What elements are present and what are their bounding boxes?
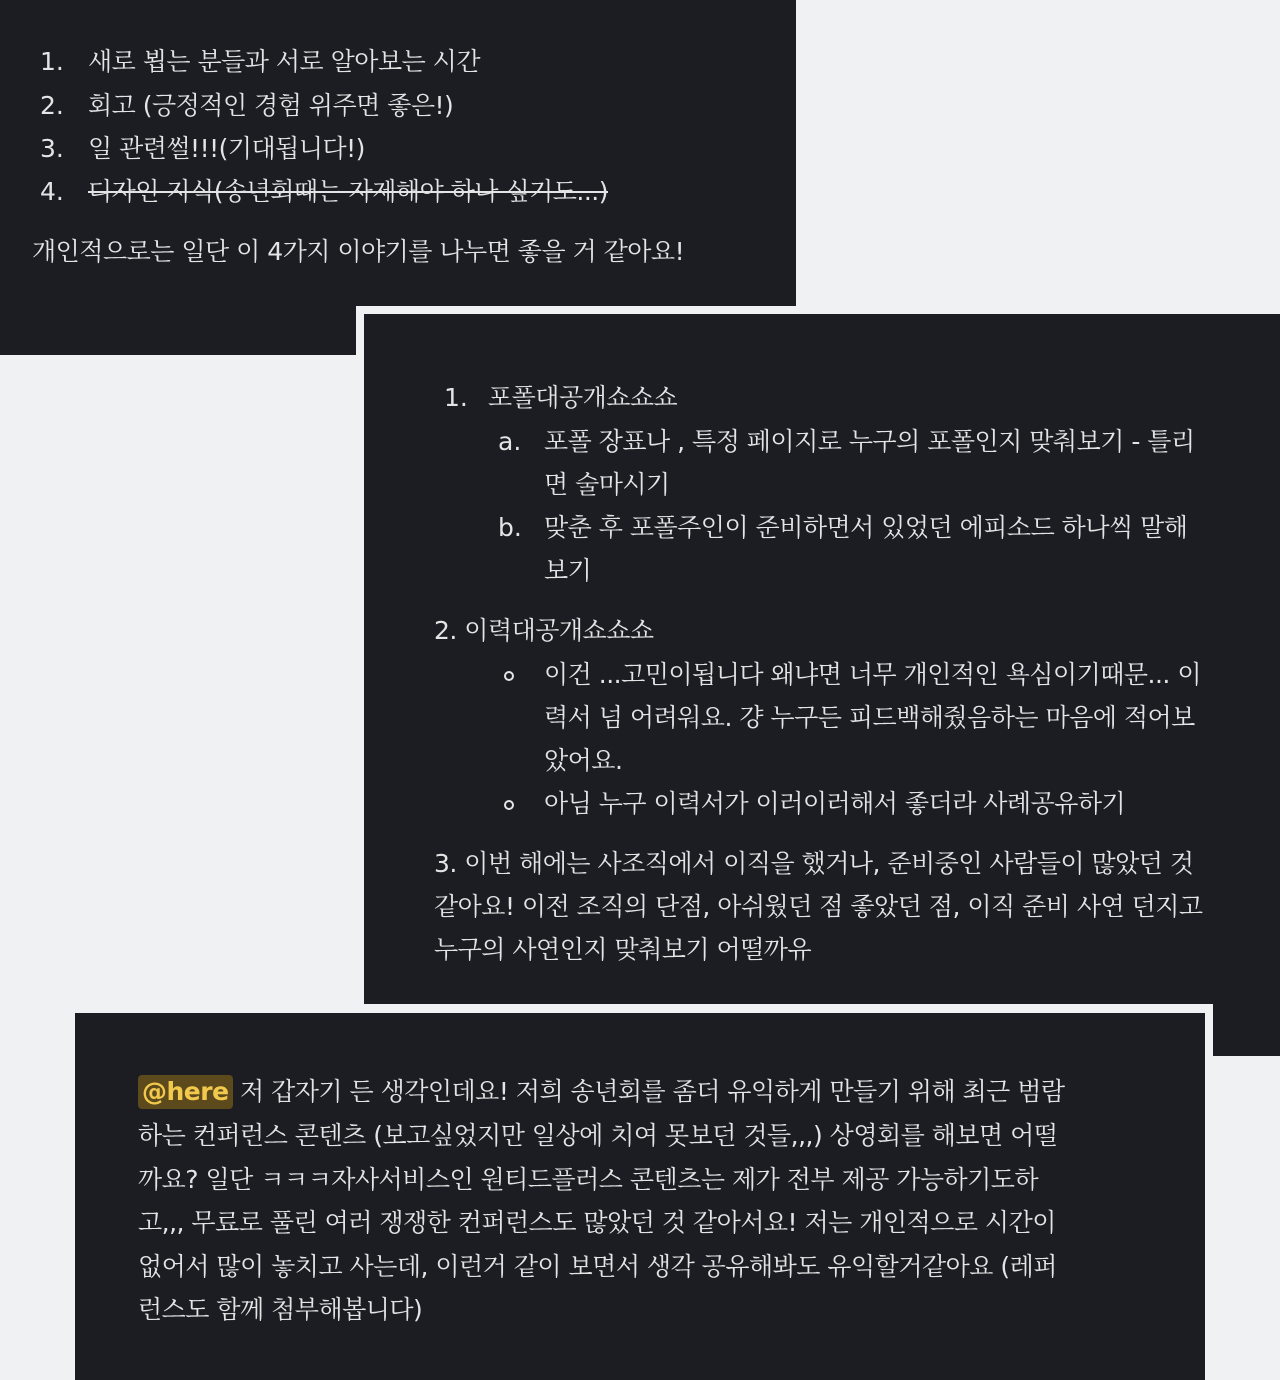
- message-line-2: 하는 컨퍼런스 콘텐츠 (보고싶었지만 일상에 치여 못보던 것들,,,) 상영회를 해보면 어떨: [138, 1121, 1058, 1150]
- item3-line1: 3. 이번 해에는 사조직에서 이직을 했거나, 준비중인 사람들이 많았던 것: [434, 849, 1194, 878]
- message-line-5: 없어서 많이 놓치고 사는데, 이런거 같이 보면서 생각 공유해봐도 유익할거같아요 (레퍼: [138, 1252, 1057, 1281]
- list-item-1: 새로 뵙는 분들과 서로 알아보는 시간: [88, 47, 480, 76]
- item2-title: 2. 이력대공개쇼쇼쇼: [434, 616, 654, 645]
- list-number-4: 4.: [40, 177, 64, 206]
- item2-bullet1-line1: 이건 ...고민이됩니다 왜냐면 너무 개인적인 욕심이기때문... 이: [544, 660, 1201, 689]
- summary-text: 개인적으로는 일단 이 4가지 이야기를 나누면 좋을 거 같아요!: [32, 237, 685, 266]
- item1-sub-a-line1: 포폴 장표나 , 특정 페이지로 누구의 포폴인지 맞춰보기 - 틀리: [544, 427, 1195, 456]
- item2-bullet1-line3: 았어요.: [544, 746, 623, 775]
- list-number-1: 1.: [40, 47, 64, 76]
- item1-sub-a-marker: a.: [498, 427, 522, 456]
- item1-sub-b-line1: 맞춘 후 포폴주인이 준비하면서 있었던 에피소드 하나씩 말해: [544, 513, 1188, 542]
- message-card-1: [0, 0, 796, 306]
- item1-sub-a-line2: 면 술마시기: [544, 470, 670, 499]
- item3-line2: 같아요! 이전 조직의 단점, 아쉬웠던 점 좋았던 점, 이직 준비 사연 던지고: [434, 892, 1203, 921]
- message-line-4: 고,,, 무료로 풀린 여러 쟁쟁한 컨퍼런스도 많았던 것 같아서요! 저는 개인적으로 시간이: [138, 1208, 1056, 1237]
- item1-sub-b-marker: b.: [498, 513, 522, 542]
- message-card-1-extension: [0, 306, 356, 355]
- list-number-2: 2.: [40, 91, 64, 120]
- message-card-2-extension: [1213, 1004, 1280, 1056]
- here-mention[interactable]: @here: [138, 1075, 233, 1109]
- list-item-3: 일 관련썰!!!(기대됩니다!): [88, 134, 365, 163]
- message-line-6: 런스도 함께 첨부해봅니다): [138, 1295, 423, 1324]
- item1-sub-b-line2: 보기: [544, 556, 592, 585]
- list-number-3: 3.: [40, 134, 64, 163]
- message-line-3: 까요? 일단 ㅋㅋㅋ자사서비스인 원티드플러스 콘텐츠는 제가 전부 제공 가능하기도하: [138, 1165, 1039, 1194]
- message-line-1-text: 저 갑자기 든 생각인데요! 저희 송년회를 좀더 유익하게 만들기 위해 최근 범람: [232, 1077, 1065, 1106]
- item2-bullet1-line2: 력서 넘 어려워요. 걍 누구든 피드백해줬음하는 마음에 적어보: [544, 703, 1195, 732]
- item2-bullet2: 아님 누구 이력서가 이러이러해서 좋더라 사례공유하기: [544, 789, 1126, 818]
- message-card-3: [75, 1013, 1205, 1380]
- item1-title: 포폴대공개쇼쇼쇼: [488, 383, 678, 412]
- list-item-4-strikethrough: 디자인 지식(송년회때는 자제해야 하나 싶기도...): [88, 177, 608, 206]
- message-card-2: [364, 314, 1280, 1004]
- bullet-circle-icon: [504, 671, 514, 681]
- bullet-circle-icon: [504, 800, 514, 810]
- item3-line3: 누구의 사연인지 맞춰보기 어떨까유: [434, 935, 812, 964]
- message-line-1: [138, 1070, 1065, 1113]
- item1-number: 1.: [444, 383, 468, 412]
- list-item-2: 회고 (긍정적인 경험 위주면 좋은!): [88, 91, 454, 120]
